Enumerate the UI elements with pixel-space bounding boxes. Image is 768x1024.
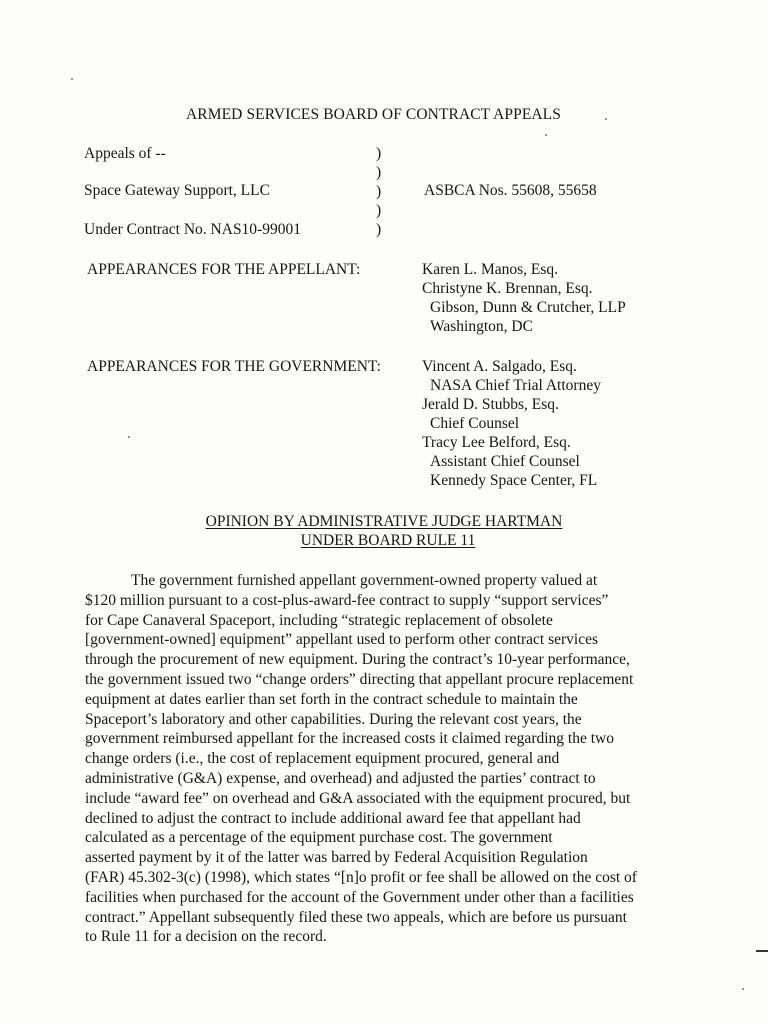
body-line: contract.” Appellant subsequently filed these two appeals, which are before us pursuant [85,908,627,926]
caption-paren: ) [376,164,382,181]
counsel-line: Tracy Lee Belford, Esq. [422,434,571,451]
body-line: facilities when purchased for the account of the Government under other than a facilities [85,888,634,906]
counsel-line: Karen L. Manos, Esq. [422,261,559,278]
caption-paren: ) [376,183,382,200]
government-counsel-list [422,357,601,490]
body-line: through the procurement of new equipment. During the contract’s 10-year performance, [85,651,630,669]
caption-paren: ) [376,221,382,238]
opinion-body [85,571,670,947]
caption-appellant-name: Space Gateway Support, LLC [84,182,270,199]
caption-appeals-of: Appeals of -- [84,145,166,162]
government-appearances-label: APPEARANCES FOR THE GOVERNMENT: [87,358,381,375]
counsel-line: Assistant Chief Counsel [430,453,580,470]
body-line: government reimbursed appellant for the increased costs it claimed regarding the two [85,730,614,748]
body-line: (FAR) 45.302-3(c) (1998), which states “[n]o profit or fee shall be allowed on the cost of [85,868,637,886]
body-line: for Cape Canaveral Spaceport, including “strategic replacement of obsolete [85,611,553,629]
body-line: include “award fee” on overhead and G&A associated with the equipment procured, but [85,789,631,807]
asbca-numbers: ASBCA Nos. 55608, 55658 [424,182,597,199]
body-line: declined to adjust the contract to include additional award fee that appellant had [85,809,581,827]
body-line: change orders (i.e., the cost of replacement equipment procured, general and [85,750,560,768]
body-line: $120 million pursuant to a cost-plus-award-fee contract to supply “support services” [85,591,609,609]
appellant-appearances-label: APPEARANCES FOR THE APPELLANT: [87,261,361,278]
appellant-counsel-list [422,260,626,336]
counsel-line: Jerald D. Stubbs, Esq. [422,396,559,413]
scan-speck [128,436,130,438]
caption-paren: ) [376,145,382,162]
counsel-line: NASA Chief Trial Attorney [430,377,601,394]
counsel-line: Kennedy Space Center, FL [430,472,598,489]
counsel-line: Chief Counsel [430,415,520,432]
body-line: the government issued two “change orders” directing that appellant procure replacement [85,670,634,688]
body-line: calculated as a percentage of the equipment purchase cost. The government [85,829,553,847]
opinion-heading: OPINION BY ADMINISTRATIVE JUDGE HARTMAN [205,513,563,530]
scan-speck [742,988,744,990]
counsel-line: Washington, DC [430,318,533,335]
body-line: equipment at dates earlier than set forth in the contract schedule to maintain the [85,690,578,708]
body-line: Spaceport’s laboratory and other capabilities. During the relevant cost years, the [85,710,582,728]
scan-margin-mark [756,950,768,952]
body-line: The government furnished appellant government-owned property valued at [131,572,598,589]
body-line: administrative (G&A) expense, and overhead) and adjusted the parties’ contract to [85,769,596,787]
counsel-line: Christyne K. Brennan, Esq. [422,280,593,297]
scan-speck [71,78,73,80]
counsel-line: Gibson, Dunn & Crutcher, LLP [430,299,626,316]
scan-speck [605,118,607,120]
opinion-subheading: UNDER BOARD RULE 11 [300,532,476,549]
caption-contract-number: Under Contract No. NAS10-99001 [84,221,301,238]
body-line: asserted payment by it of the latter was barred by Federal Acquisition Regulation [85,849,588,867]
counsel-line: Vincent A. Salgado, Esq. [422,358,577,375]
scan-speck [545,134,547,136]
body-line: to Rule 11 for a decision on the record. [85,928,327,946]
body-line: [government-owned] equipment” appellant used to perform other contract services [85,631,599,649]
board-title: ARMED SERVICES BOARD OF CONTRACT APPEALS [186,106,561,123]
caption-paren: ) [376,202,382,219]
